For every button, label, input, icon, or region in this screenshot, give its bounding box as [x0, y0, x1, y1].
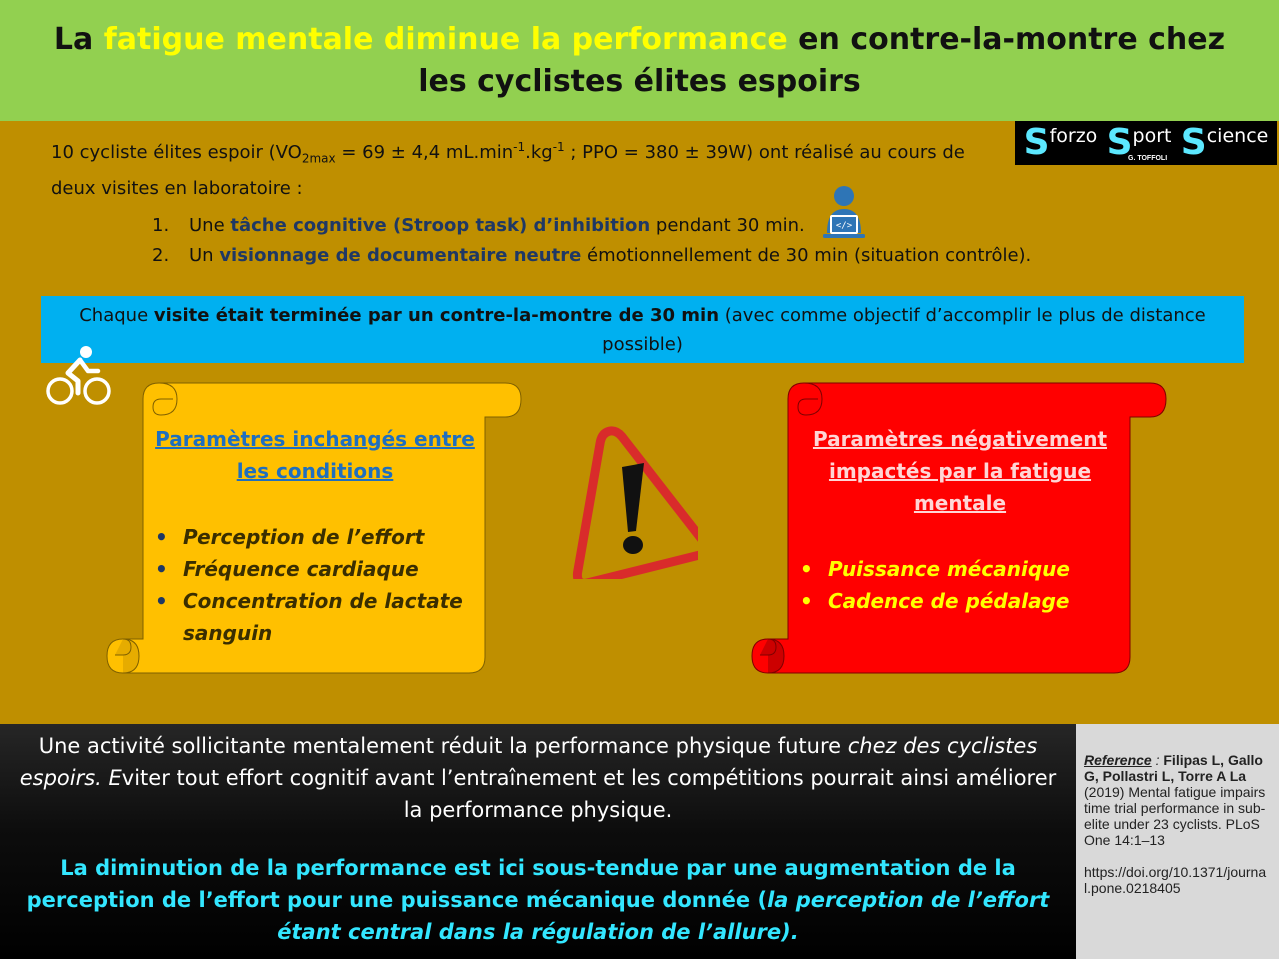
unchanged-list: [153, 521, 477, 649]
logo-author: G. TOFFOLI: [1128, 155, 1168, 162]
reference-label: Reference: [1084, 752, 1152, 768]
banner-text: [61, 301, 1224, 359]
list-item: [798, 585, 1122, 617]
warning-triangle-icon: [556, 419, 698, 579]
list-text-part: Une: [189, 215, 231, 236]
list-text-part: émotionnellement de 30 min (situation contrôle).: [581, 245, 1032, 266]
scroll-content: [153, 423, 477, 649]
list-item: [153, 585, 477, 649]
conclusion-highlight: [10, 852, 1066, 948]
banner-part: Chaque: [79, 304, 154, 326]
reference-panel: [1076, 724, 1279, 959]
bullet: •: [800, 557, 813, 581]
conclusion-panel: [0, 724, 1076, 959]
list-item: [152, 211, 1112, 241]
conclusion-part: viter tout effort cognitif avant l’entraînement et les compétitions pourrait ainsi améliorer la performance physique.: [121, 766, 1057, 822]
conclusion-part: La diminution de la performance est ici sous-tendue par une augmentation de la perception de l’effort pour une puissance mécanique donnée (: [26, 856, 1016, 912]
reference-authors: Filipas L, Gallo G, Pollastri L, Torre A La: [1084, 752, 1263, 784]
main-panel: [0, 121, 1279, 724]
logo-word-text: forzo: [1049, 125, 1098, 147]
banner-bold: visite était terminée par un contre-la-montre de 30 min: [153, 304, 720, 326]
scroll-title: Paramètres inchangés entre les conditions: [155, 427, 475, 483]
title-part: en contre-la-montre chez les cyclistes élites espoirs: [418, 21, 1226, 99]
list-item: [153, 521, 477, 553]
intro-superscript: -1: [513, 140, 526, 154]
list-text-bold: visionnage de documentaire neutre: [219, 245, 582, 266]
intro-part: ; PPO = 380 ± 39W) ont réalisé au cours de deux visites en laboratoire :: [51, 142, 965, 199]
logo-word: [1180, 122, 1269, 163]
reference-text: [1084, 752, 1271, 848]
list-text: [189, 211, 805, 241]
sforzo-sport-science-logo: [1015, 121, 1277, 165]
logo-letter: S: [1106, 122, 1133, 163]
page-title: [45, 19, 1235, 103]
conclusion-text: [10, 730, 1066, 826]
header: [0, 0, 1279, 121]
banner-part: (avec comme objectif d’accomplir le plus de distance possible): [602, 304, 1206, 355]
list-item-text: Perception de l’effort: [183, 525, 425, 549]
person-laptop-icon: [819, 185, 869, 240]
list-text-part: Un: [189, 245, 220, 266]
intro-superscript: -1: [552, 140, 565, 154]
protocol-banner: [41, 296, 1244, 363]
reference-doi-link[interactable]: https://doi.org/10.1371/journal.pone.0218405: [1084, 864, 1267, 896]
unchanged-parameters-scroll: [103, 381, 525, 676]
intro-part: .kg: [525, 142, 553, 163]
bullet: •: [800, 589, 813, 613]
logo-letter: S: [1023, 122, 1050, 163]
list-text-bold: tâche cognitive (Stroop task) d’inhibition: [230, 215, 651, 236]
list-text: [189, 241, 1031, 271]
conclusion-part: Une activité sollicitante mentalement réduit la performance physique future: [38, 734, 848, 758]
intro-subscript: 2max: [301, 151, 336, 166]
conclusion-italic: chez des cyclistes espoirs. E: [19, 734, 1038, 790]
intro-part: 10 cycliste élites espoir (VO: [51, 142, 302, 163]
list-number: 1.: [152, 215, 170, 236]
svg-text:</>: </>: [835, 221, 853, 231]
list-number: 2.: [152, 245, 170, 266]
bullet: •: [155, 525, 168, 549]
list-item: [153, 553, 477, 585]
bullet: •: [155, 557, 168, 581]
scroll-title: Paramètres négativement impactés par la fatigue mentale: [812, 427, 1108, 515]
impacted-list: [798, 553, 1122, 617]
list-item-text: Puissance mécanique: [828, 557, 1070, 581]
list-text-part: pendant 30 min.: [650, 215, 805, 236]
list-item: [798, 553, 1122, 585]
list-item-text: Cadence de pédalage: [828, 589, 1070, 613]
logo-word: [1023, 122, 1098, 163]
list-item-text: Fréquence cardiaque: [183, 557, 419, 581]
bullet: •: [155, 589, 168, 613]
conclusion-italic: la perception de l’effort étant central dans la régulation de l’allure).: [277, 888, 1050, 944]
list-item: [152, 241, 1112, 271]
impacted-parameters-scroll: [748, 381, 1170, 676]
reference-separator: :: [1151, 752, 1164, 768]
title-highlight: fatigue mentale diminue la performance: [103, 21, 788, 57]
logo-word-text: cience: [1206, 125, 1269, 147]
scroll-content: [798, 423, 1122, 617]
list-item-text: Concentration de lactate sanguin: [183, 589, 463, 645]
logo-word-text: port: [1132, 125, 1172, 147]
intro-part: = 69 ± 4,4 mL.min: [335, 142, 514, 163]
title-part: La: [53, 21, 104, 57]
reference-citation: (2019) Mental fatigue impairs time trial performance in sub-elite under 23 cyclists. PLoS One 14:1–13: [1084, 784, 1266, 848]
protocol-list: [152, 211, 1112, 271]
logo-letter: S: [1180, 122, 1207, 163]
